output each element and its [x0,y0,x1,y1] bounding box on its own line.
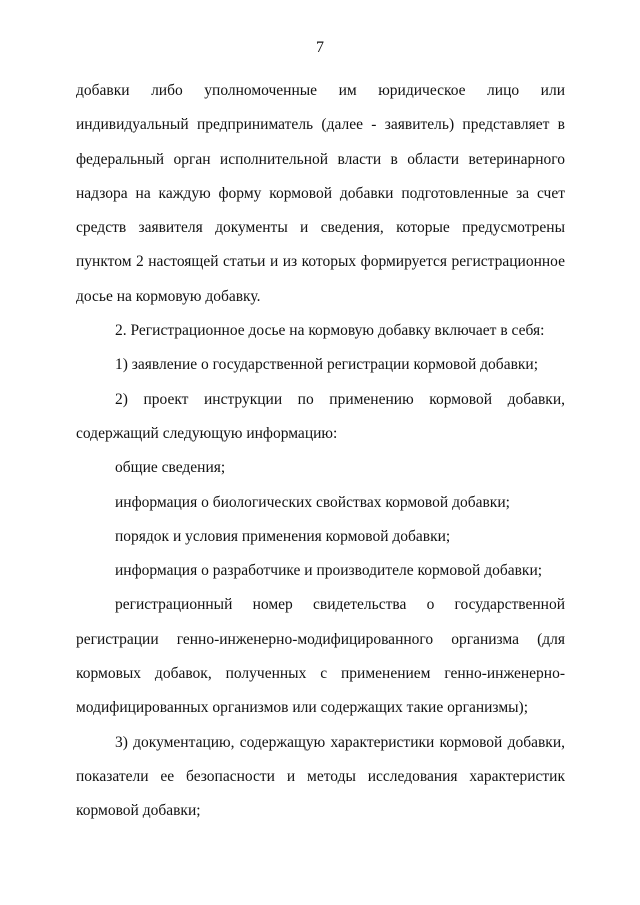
paragraph-usage-conditions: порядок и условия применения кормовой добавки; [115,527,451,545]
paragraph-dossier-contents: 2. Регистрационное досье на кормовую добавку включает в себя: [115,322,545,340]
page-number: 7 [316,39,324,56]
paragraph-item-instruction-draft: 2) проект инструкции по применению кормовой добавки, содержащий следующую информацию: [76,390,565,442]
paragraph-item-documentation: 3) документацию, содержащую характеристики кормовой добавки, показатели ее безопасности и методы исследования характеристик кормовой добавки; [76,733,565,820]
paragraph-item-application: 1) заявление о государственной регистрации кормовой добавки; [115,356,539,374]
paragraph-registration-number: регистрационный номер свидетельства о государственной регистрации генно-инженерно-модифицированного организма (для кормовых добавок, полученных с применением генно-инженерно-модифицированных организмов или содержащих такие организмы); [76,596,565,717]
paragraph-general-info: общие сведения; [115,459,226,477]
paragraph-applicant-submission: добавки либо уполномоченные им юридическое лицо или индивидуальный предприниматель (далее - заявитель) представляет в федеральный орган исполнительной власти в области ветеринарного надзора на каждую форму кормовой добавки подготовленные за счет средств заявителя документы и сведения, которые предусмотрены пунктом 2 настоящей статьи и из которых формируется регистрационное досье на кормовую добавку. [76,82,565,305]
paragraph-biological-properties: информация о биологических свойствах кормовой добавки; [115,493,510,511]
paragraph-developer-info: информация о разработчике и производителе кормовой добавки; [115,562,543,580]
document-body [76,74,565,829]
